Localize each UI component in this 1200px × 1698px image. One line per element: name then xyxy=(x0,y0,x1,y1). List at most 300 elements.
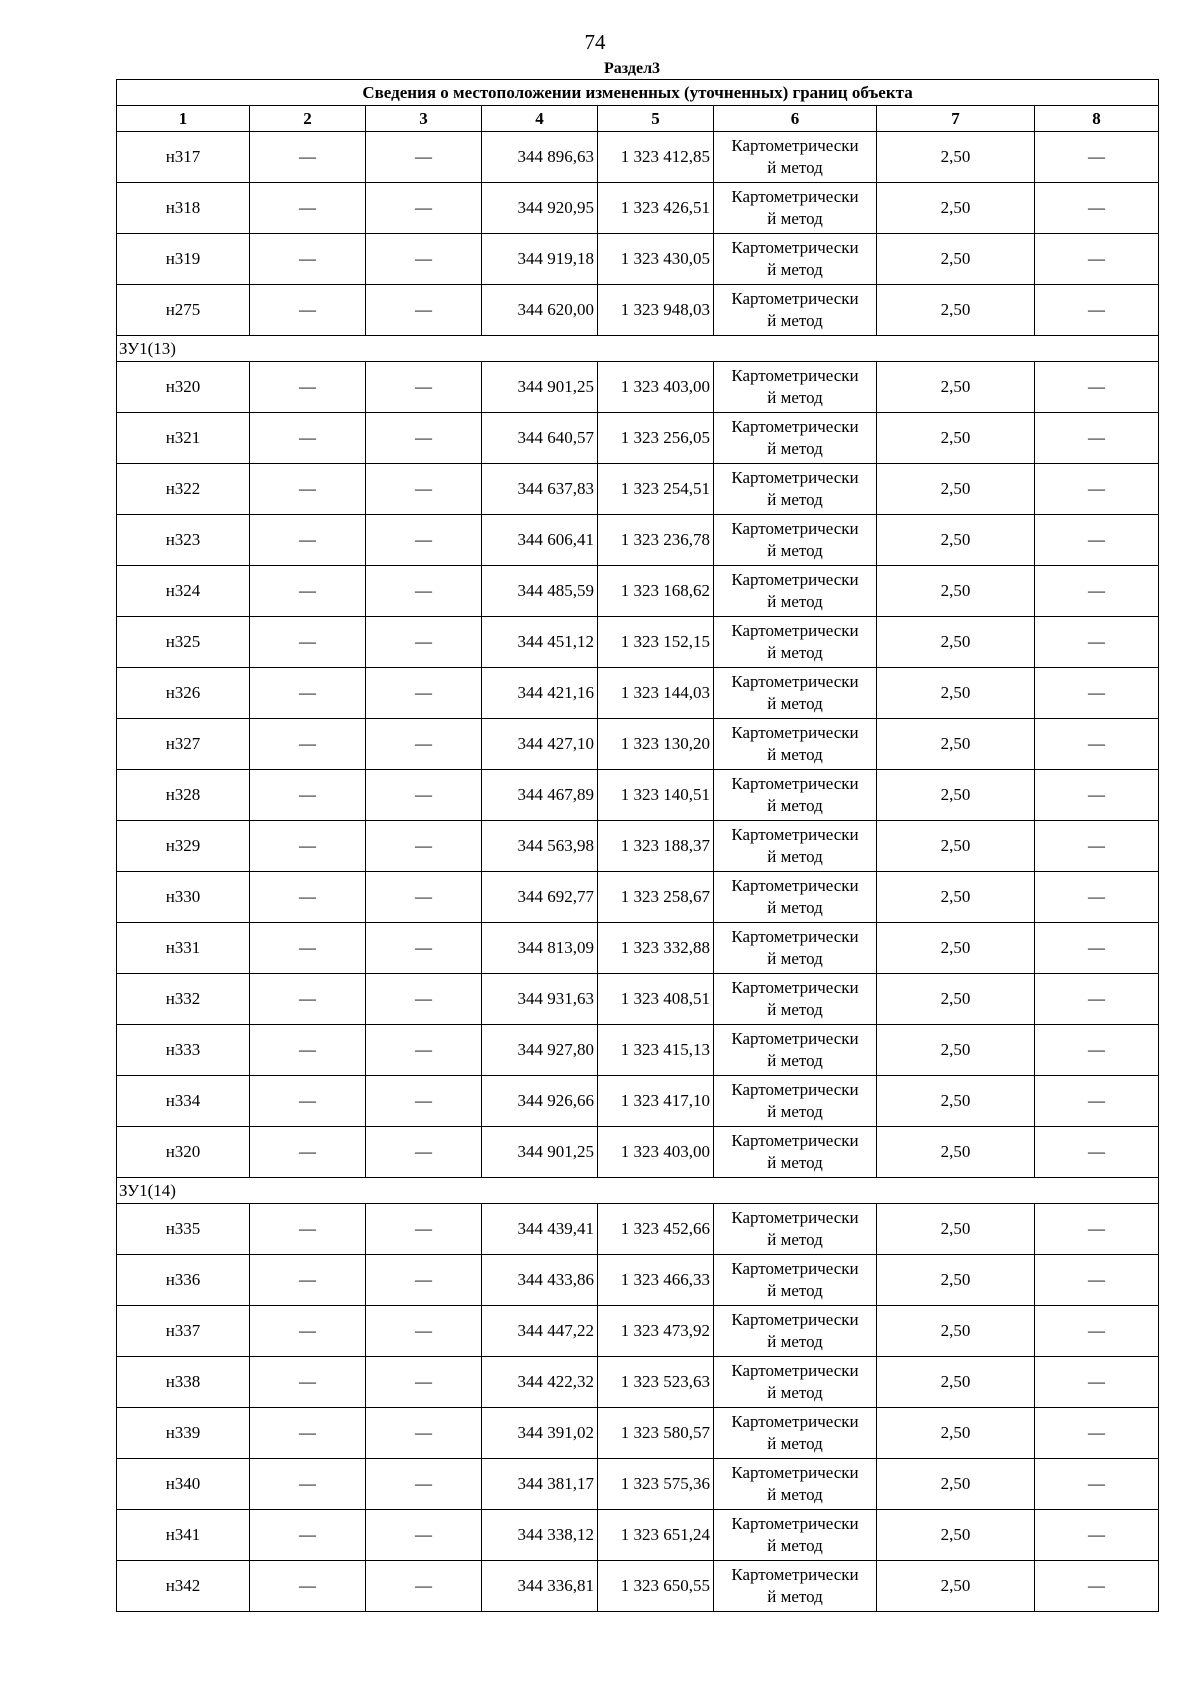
method-cell xyxy=(714,234,877,285)
table-row xyxy=(117,770,1159,821)
y-coordinate-cell: 1 323 130,20 xyxy=(598,719,714,770)
accuracy-cell: 2,50 xyxy=(877,1561,1035,1612)
column-number: 5 xyxy=(598,106,714,132)
accuracy-cell: 2,50 xyxy=(877,183,1035,234)
y-coordinate-cell: 1 323 580,57 xyxy=(598,1408,714,1459)
method-line-2: й метод xyxy=(767,260,823,279)
dash-cell: — xyxy=(1035,285,1159,336)
point-name-cell: н341 xyxy=(117,1510,250,1561)
point-name-cell: н331 xyxy=(117,923,250,974)
group-header-row xyxy=(117,1178,1159,1204)
dash-cell: — xyxy=(1035,515,1159,566)
y-coordinate-cell: 1 323 412,85 xyxy=(598,132,714,183)
dash-cell: — xyxy=(366,974,482,1025)
y-coordinate-cell: 1 323 332,88 xyxy=(598,923,714,974)
dash-cell: — xyxy=(250,974,366,1025)
method-cell xyxy=(714,1306,877,1357)
point-name-cell: н322 xyxy=(117,464,250,515)
dash-cell: — xyxy=(250,1255,366,1306)
method-cell xyxy=(714,1025,877,1076)
y-coordinate-cell: 1 323 140,51 xyxy=(598,770,714,821)
dash-cell: — xyxy=(366,770,482,821)
x-coordinate-cell: 344 451,12 xyxy=(482,617,598,668)
x-coordinate-cell: 344 637,83 xyxy=(482,464,598,515)
column-number: 6 xyxy=(714,106,877,132)
method-line-2: й метод xyxy=(767,1434,823,1453)
dash-cell: — xyxy=(1035,1204,1159,1255)
accuracy-cell: 2,50 xyxy=(877,1408,1035,1459)
dash-cell: — xyxy=(366,821,482,872)
dash-cell: — xyxy=(250,872,366,923)
column-number: 2 xyxy=(250,106,366,132)
x-coordinate-cell: 344 381,17 xyxy=(482,1459,598,1510)
method-cell xyxy=(714,1127,877,1178)
dash-cell: — xyxy=(250,1561,366,1612)
table-row xyxy=(117,1357,1159,1408)
method-line-2: й метод xyxy=(767,1102,823,1121)
dash-cell: — xyxy=(250,1306,366,1357)
dash-cell: — xyxy=(250,515,366,566)
method-line-2: й метод xyxy=(767,592,823,611)
dash-cell: — xyxy=(1035,132,1159,183)
dash-cell: — xyxy=(366,1306,482,1357)
x-coordinate-cell: 344 563,98 xyxy=(482,821,598,872)
y-coordinate-cell: 1 323 575,36 xyxy=(598,1459,714,1510)
y-coordinate-cell: 1 323 650,55 xyxy=(598,1561,714,1612)
accuracy-cell: 2,50 xyxy=(877,1204,1035,1255)
column-number: 7 xyxy=(877,106,1035,132)
method-line-2: й метод xyxy=(767,158,823,177)
method-line-2: й метод xyxy=(767,1587,823,1606)
method-cell xyxy=(714,1204,877,1255)
method-line-1: Картометрически xyxy=(731,927,859,946)
method-line-1: Картометрически xyxy=(731,723,859,742)
x-coordinate-cell: 344 485,59 xyxy=(482,566,598,617)
method-line-2: й метод xyxy=(767,1230,823,1249)
method-cell xyxy=(714,617,877,668)
y-coordinate-cell: 1 323 948,03 xyxy=(598,285,714,336)
method-cell xyxy=(714,362,877,413)
point-name-cell: н339 xyxy=(117,1408,250,1459)
x-coordinate-cell: 344 813,09 xyxy=(482,923,598,974)
dash-cell: — xyxy=(1035,413,1159,464)
point-name-cell: н337 xyxy=(117,1306,250,1357)
point-name-cell: н321 xyxy=(117,413,250,464)
point-name-cell: н340 xyxy=(117,1459,250,1510)
point-name-cell: н327 xyxy=(117,719,250,770)
accuracy-cell: 2,50 xyxy=(877,234,1035,285)
x-coordinate-cell: 344 422,32 xyxy=(482,1357,598,1408)
table-row xyxy=(117,362,1159,413)
method-line-1: Картометрически xyxy=(731,1029,859,1048)
accuracy-cell: 2,50 xyxy=(877,1025,1035,1076)
dash-cell: — xyxy=(250,719,366,770)
accuracy-cell: 2,50 xyxy=(877,617,1035,668)
column-number: 8 xyxy=(1035,106,1159,132)
x-coordinate-cell: 344 896,63 xyxy=(482,132,598,183)
dash-cell: — xyxy=(366,617,482,668)
method-cell xyxy=(714,1255,877,1306)
dash-cell: — xyxy=(250,668,366,719)
point-name-cell: н324 xyxy=(117,566,250,617)
dash-cell: — xyxy=(366,1204,482,1255)
accuracy-cell: 2,50 xyxy=(877,413,1035,464)
table-row xyxy=(117,617,1159,668)
x-coordinate-cell: 344 920,95 xyxy=(482,183,598,234)
x-coordinate-cell: 344 620,00 xyxy=(482,285,598,336)
method-line-2: й метод xyxy=(767,1000,823,1019)
method-line-1: Картометрически xyxy=(731,187,859,206)
dash-cell: — xyxy=(1035,770,1159,821)
dash-cell: — xyxy=(366,413,482,464)
accuracy-cell: 2,50 xyxy=(877,872,1035,923)
accuracy-cell: 2,50 xyxy=(877,566,1035,617)
method-line-2: й метод xyxy=(767,949,823,968)
accuracy-cell: 2,50 xyxy=(877,974,1035,1025)
x-coordinate-cell: 344 927,80 xyxy=(482,1025,598,1076)
method-line-2: й метод xyxy=(767,1485,823,1504)
method-line-2: й метод xyxy=(767,311,823,330)
dash-cell: — xyxy=(250,1076,366,1127)
table-row xyxy=(117,1127,1159,1178)
column-number: 4 xyxy=(482,106,598,132)
point-name-cell: н335 xyxy=(117,1204,250,1255)
method-cell xyxy=(714,923,877,974)
method-line-2: й метод xyxy=(767,694,823,713)
dash-cell: — xyxy=(366,1561,482,1612)
method-line-1: Картометрически xyxy=(731,289,859,308)
accuracy-cell: 2,50 xyxy=(877,770,1035,821)
dash-cell: — xyxy=(250,1459,366,1510)
dash-cell: — xyxy=(366,515,482,566)
method-cell xyxy=(714,974,877,1025)
dash-cell: — xyxy=(366,566,482,617)
method-cell xyxy=(714,1408,877,1459)
point-name-cell: н318 xyxy=(117,183,250,234)
accuracy-cell: 2,50 xyxy=(877,515,1035,566)
point-name-cell: н320 xyxy=(117,1127,250,1178)
method-cell xyxy=(714,719,877,770)
accuracy-cell: 2,50 xyxy=(877,464,1035,515)
x-coordinate-cell: 344 439,41 xyxy=(482,1204,598,1255)
y-coordinate-cell: 1 323 426,51 xyxy=(598,183,714,234)
table-row xyxy=(117,1306,1159,1357)
dash-cell: — xyxy=(366,923,482,974)
dash-cell: — xyxy=(366,183,482,234)
method-line-1: Картометрически xyxy=(731,774,859,793)
method-line-2: й метод xyxy=(767,1153,823,1172)
y-coordinate-cell: 1 323 452,66 xyxy=(598,1204,714,1255)
table-row xyxy=(117,1255,1159,1306)
group-label: ЗУ1(13) xyxy=(117,336,1159,362)
dash-cell: — xyxy=(1035,1357,1159,1408)
dash-cell: — xyxy=(366,1255,482,1306)
method-line-2: й метод xyxy=(767,1536,823,1555)
x-coordinate-cell: 344 336,81 xyxy=(482,1561,598,1612)
y-coordinate-cell: 1 323 168,62 xyxy=(598,566,714,617)
dash-cell: — xyxy=(1035,1025,1159,1076)
y-coordinate-cell: 1 323 254,51 xyxy=(598,464,714,515)
method-line-2: й метод xyxy=(767,1051,823,1070)
dash-cell: — xyxy=(1035,1255,1159,1306)
point-name-cell: н338 xyxy=(117,1357,250,1408)
method-line-1: Картометрически xyxy=(731,468,859,487)
y-coordinate-cell: 1 323 152,15 xyxy=(598,617,714,668)
method-line-2: й метод xyxy=(767,1332,823,1351)
dash-cell: — xyxy=(1035,1561,1159,1612)
accuracy-cell: 2,50 xyxy=(877,285,1035,336)
table-row xyxy=(117,183,1159,234)
method-line-1: Картометрически xyxy=(731,1259,859,1278)
point-name-cell: н342 xyxy=(117,1561,250,1612)
x-coordinate-cell: 344 901,25 xyxy=(482,362,598,413)
table-row xyxy=(117,464,1159,515)
dash-cell: — xyxy=(366,668,482,719)
method-cell xyxy=(714,285,877,336)
table-row xyxy=(117,1561,1159,1612)
accuracy-cell: 2,50 xyxy=(877,923,1035,974)
point-name-cell: н326 xyxy=(117,668,250,719)
y-coordinate-cell: 1 323 408,51 xyxy=(598,974,714,1025)
table-row xyxy=(117,1204,1159,1255)
table-row xyxy=(117,719,1159,770)
dash-cell: — xyxy=(366,1076,482,1127)
method-line-1: Картометрически xyxy=(731,978,859,997)
method-line-1: Картометрически xyxy=(731,417,859,436)
x-coordinate-cell: 344 421,16 xyxy=(482,668,598,719)
dash-cell: — xyxy=(250,285,366,336)
point-name-cell: н323 xyxy=(117,515,250,566)
dash-cell: — xyxy=(250,770,366,821)
method-cell xyxy=(714,1357,877,1408)
table-row xyxy=(117,1025,1159,1076)
method-line-2: й метод xyxy=(767,847,823,866)
dash-cell: — xyxy=(366,719,482,770)
point-name-cell: н325 xyxy=(117,617,250,668)
method-line-2: й метод xyxy=(767,1281,823,1300)
method-line-1: Картометрически xyxy=(731,519,859,538)
point-name-cell: н275 xyxy=(117,285,250,336)
method-line-1: Картометрически xyxy=(731,876,859,895)
table-row xyxy=(117,1076,1159,1127)
x-coordinate-cell: 344 467,89 xyxy=(482,770,598,821)
accuracy-cell: 2,50 xyxy=(877,1306,1035,1357)
y-coordinate-cell: 1 323 256,05 xyxy=(598,413,714,464)
dash-cell: — xyxy=(1035,234,1159,285)
table-row xyxy=(117,821,1159,872)
x-coordinate-cell: 344 692,77 xyxy=(482,872,598,923)
table-row xyxy=(117,1408,1159,1459)
point-name-cell: н332 xyxy=(117,974,250,1025)
dash-cell: — xyxy=(250,923,366,974)
method-line-1: Картометрически xyxy=(731,238,859,257)
table-row xyxy=(117,923,1159,974)
dash-cell: — xyxy=(1035,923,1159,974)
method-line-1: Картометрически xyxy=(731,1310,859,1329)
method-line-1: Картометрически xyxy=(731,825,859,844)
column-number: 3 xyxy=(366,106,482,132)
method-line-2: й метод xyxy=(767,745,823,764)
dash-cell: — xyxy=(1035,362,1159,413)
table-row xyxy=(117,285,1159,336)
dash-cell: — xyxy=(1035,974,1159,1025)
column-number: 1 xyxy=(117,106,250,132)
dash-cell: — xyxy=(250,1025,366,1076)
dash-cell: — xyxy=(1035,183,1159,234)
table-row xyxy=(117,872,1159,923)
group-header-row xyxy=(117,336,1159,362)
dash-cell: — xyxy=(1035,1306,1159,1357)
dash-cell: — xyxy=(250,1408,366,1459)
dash-cell: — xyxy=(250,821,366,872)
dash-cell: — xyxy=(366,872,482,923)
y-coordinate-cell: 1 323 651,24 xyxy=(598,1510,714,1561)
method-cell xyxy=(714,1076,877,1127)
y-coordinate-cell: 1 323 188,37 xyxy=(598,821,714,872)
y-coordinate-cell: 1 323 403,00 xyxy=(598,1127,714,1178)
x-coordinate-cell: 344 427,10 xyxy=(482,719,598,770)
accuracy-cell: 2,50 xyxy=(877,1459,1035,1510)
dash-cell: — xyxy=(1035,1510,1159,1561)
table-row xyxy=(117,1510,1159,1561)
y-coordinate-cell: 1 323 403,00 xyxy=(598,362,714,413)
method-cell xyxy=(714,668,877,719)
method-cell xyxy=(714,872,877,923)
method-line-2: й метод xyxy=(767,490,823,509)
column-number-row xyxy=(117,106,1159,132)
point-name-cell: н330 xyxy=(117,872,250,923)
method-cell xyxy=(714,1510,877,1561)
method-cell xyxy=(714,770,877,821)
method-line-1: Картометрически xyxy=(731,1412,859,1431)
boundary-coordinates-table xyxy=(116,79,1159,1612)
method-line-2: й метод xyxy=(767,388,823,407)
method-line-1: Картометрически xyxy=(731,136,859,155)
method-line-1: Картометрически xyxy=(731,1463,859,1482)
point-name-cell: н320 xyxy=(117,362,250,413)
method-cell xyxy=(714,1561,877,1612)
dash-cell: — xyxy=(1035,1076,1159,1127)
table-row xyxy=(117,132,1159,183)
x-coordinate-cell: 344 433,86 xyxy=(482,1255,598,1306)
method-line-2: й метод xyxy=(767,796,823,815)
dash-cell: — xyxy=(366,1357,482,1408)
table-title-row xyxy=(117,80,1159,106)
table-row xyxy=(117,566,1159,617)
y-coordinate-cell: 1 323 236,78 xyxy=(598,515,714,566)
y-coordinate-cell: 1 323 466,33 xyxy=(598,1255,714,1306)
table-row xyxy=(117,234,1159,285)
dash-cell: — xyxy=(366,1408,482,1459)
x-coordinate-cell: 344 640,57 xyxy=(482,413,598,464)
y-coordinate-cell: 1 323 430,05 xyxy=(598,234,714,285)
x-coordinate-cell: 344 447,22 xyxy=(482,1306,598,1357)
method-line-1: Картометрически xyxy=(731,621,859,640)
dash-cell: — xyxy=(1035,1459,1159,1510)
dash-cell: — xyxy=(366,464,482,515)
dash-cell: — xyxy=(1035,617,1159,668)
method-line-2: й метод xyxy=(767,439,823,458)
method-cell xyxy=(714,464,877,515)
method-cell xyxy=(714,566,877,617)
method-line-1: Картометрически xyxy=(731,366,859,385)
dash-cell: — xyxy=(366,285,482,336)
dash-cell: — xyxy=(366,132,482,183)
method-line-2: й метод xyxy=(767,898,823,917)
y-coordinate-cell: 1 323 523,63 xyxy=(598,1357,714,1408)
dash-cell: — xyxy=(1035,566,1159,617)
y-coordinate-cell: 1 323 258,67 xyxy=(598,872,714,923)
dash-cell: — xyxy=(366,1510,482,1561)
table-row xyxy=(117,413,1159,464)
group-label: ЗУ1(14) xyxy=(117,1178,1159,1204)
accuracy-cell: 2,50 xyxy=(877,362,1035,413)
x-coordinate-cell: 344 931,63 xyxy=(482,974,598,1025)
dash-cell: — xyxy=(1035,668,1159,719)
point-name-cell: н319 xyxy=(117,234,250,285)
method-cell xyxy=(714,132,877,183)
dash-cell: — xyxy=(250,617,366,668)
accuracy-cell: 2,50 xyxy=(877,719,1035,770)
dash-cell: — xyxy=(366,1025,482,1076)
method-cell xyxy=(714,515,877,566)
point-name-cell: н333 xyxy=(117,1025,250,1076)
section-title: Раздел3 xyxy=(603,60,661,77)
dash-cell: — xyxy=(250,234,366,285)
method-line-1: Картометрически xyxy=(731,1131,859,1150)
x-coordinate-cell: 344 926,66 xyxy=(482,1076,598,1127)
method-cell xyxy=(714,413,877,464)
dash-cell: — xyxy=(366,1127,482,1178)
x-coordinate-cell: 344 338,12 xyxy=(482,1510,598,1561)
dash-cell: — xyxy=(1035,1408,1159,1459)
accuracy-cell: 2,50 xyxy=(877,132,1035,183)
y-coordinate-cell: 1 323 417,10 xyxy=(598,1076,714,1127)
accuracy-cell: 2,50 xyxy=(877,1510,1035,1561)
x-coordinate-cell: 344 391,02 xyxy=(482,1408,598,1459)
dash-cell: — xyxy=(366,362,482,413)
dash-cell: — xyxy=(250,1127,366,1178)
accuracy-cell: 2,50 xyxy=(877,1357,1035,1408)
accuracy-cell: 2,50 xyxy=(877,821,1035,872)
dash-cell: — xyxy=(1035,821,1159,872)
method-line-1: Картометрически xyxy=(731,672,859,691)
method-line-2: й метод xyxy=(767,209,823,228)
dash-cell: — xyxy=(366,1459,482,1510)
method-line-2: й метод xyxy=(767,1383,823,1402)
point-name-cell: н317 xyxy=(117,132,250,183)
dash-cell: — xyxy=(366,234,482,285)
method-line-1: Картометрически xyxy=(731,570,859,589)
table-title: Сведения о местоположении измененных (уточненных) границ объекта xyxy=(117,80,1159,106)
dash-cell: — xyxy=(250,1510,366,1561)
dash-cell: — xyxy=(250,1357,366,1408)
method-cell xyxy=(714,1459,877,1510)
method-line-1: Картометрически xyxy=(731,1208,859,1227)
accuracy-cell: 2,50 xyxy=(877,668,1035,719)
accuracy-cell: 2,50 xyxy=(877,1255,1035,1306)
method-cell xyxy=(714,183,877,234)
dash-cell: — xyxy=(1035,464,1159,515)
dash-cell: — xyxy=(250,183,366,234)
point-name-cell: н329 xyxy=(117,821,250,872)
dash-cell: — xyxy=(250,1204,366,1255)
x-coordinate-cell: 344 606,41 xyxy=(482,515,598,566)
dash-cell: — xyxy=(1035,1127,1159,1178)
x-coordinate-cell: 344 919,18 xyxy=(482,234,598,285)
dash-cell: — xyxy=(250,362,366,413)
dash-cell: — xyxy=(1035,719,1159,770)
